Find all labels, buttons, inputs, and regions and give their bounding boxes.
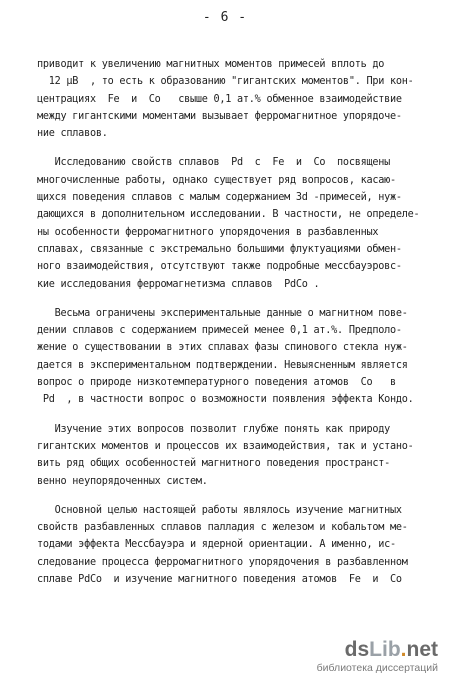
text-line: дается в экспериментальном подтверждении. Невыясненным является [37,359,408,371]
text-line: вопрос о природе низкотемпературного поведения атомов Co в [37,377,396,389]
text-line: Изучение этих вопросов позволит глубже понять как природу [37,423,391,435]
text-line: сплавах, связанные с экстремально большими флуктуациями обмен- [37,243,402,255]
text-line: ного взаимодействия, отсутствуют также подробные мессбауэровс- [37,261,402,273]
text-line: Весьма ограничены экспериментальные данные о магнитном пове- [37,307,408,319]
text-line: центрациях Fe и Co свыше 0,1 ат.% обменное взаимодействие [37,93,402,105]
text-line: дении сплавов с содержанием примесей менее 0,1 ат.%. Предполо- [37,325,402,337]
text-line: ны особенности ферромагнитного упорядочения в разбавленных [37,226,379,238]
paragraph [37,305,432,409]
page-number: - 6 - [202,10,248,25]
text-line: 12 μB , то есть к образованию "гигантских моментов". При кон- [37,76,414,88]
paragraph [37,154,432,292]
text-line: венно неупорядоченных систем. [37,475,208,487]
text-line: щихся поведения сплавов с малым содержанием 3d -примесей, нуж- [37,192,402,204]
watermark-subtitle: библиотека диссертаций [316,662,438,674]
paragraph [37,502,432,588]
text-line: между гигантскими моментами вызывает ферромагнитное упорядоче- [37,110,402,122]
text-line: ние сплавов. [37,128,108,140]
dslib-watermark [317,639,438,674]
text-line: жение о существовании в этих сплавах фазы спинового стекла нуж- [37,342,408,354]
text-line: многочисленные работы, однако существует ряд вопросов, касаю- [37,174,396,186]
text-line: Pd , в частности вопрос о возможности появления эффекта Кондо. [37,394,414,406]
document-body [37,56,432,588]
text-line: тодами эффекта Мессбауэра и ядерной ориентации. А именно, ис- [37,539,396,551]
text-line: сплаве PdCo и изучение магнитного поведения атомов Fe и Co [37,574,402,586]
text-line: Исследованию свойств сплавов Pd с Fe и Co посвящены [37,157,391,169]
text-line: приводит к увеличению магнитных моментов примесей вплоть до [37,59,385,70]
text-line: свойств разбавленных сплавов палладия с железом и кобальтом ме- [37,522,408,534]
text-line: Основной целью настоящей работы являлось изучение магнитных [37,504,402,516]
text-line: вить ряд общих особенностей магнитного поведения пространст- [37,458,391,470]
text-line: гигантских моментов и процессов их взаимодействия, так и устано- [37,440,414,452]
paragraph [37,56,432,142]
text-line: дающихся в дополнительном исследовании. В частности, не определе- [37,209,420,221]
text-line: кие исследования ферромагнетизма сплавов PdCo . [37,278,320,290]
text-line: следование процесса ферромагнитного упорядочения в разбавленном [37,556,408,568]
paragraph [37,421,432,490]
watermark-logo: dsLib.net [344,638,438,661]
